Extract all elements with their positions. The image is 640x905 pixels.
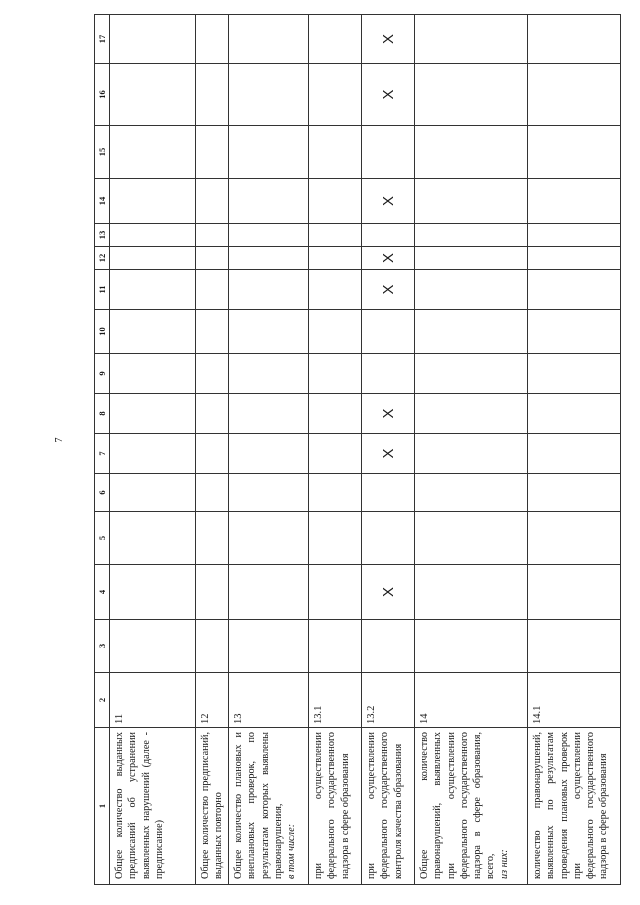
col-header-1: 1 [95,728,110,885]
cell-col-13 [229,224,309,247]
cell-col-10 [528,310,621,354]
cell-col-9 [196,354,229,394]
cell-col-6 [415,474,528,512]
cell-col-3 [362,620,415,673]
cell-col-11 [110,270,196,310]
cell-col-6 [229,474,309,512]
row-subheading: в том числе: [286,823,298,879]
cell-col-10 [362,310,415,354]
cross-mark: X [362,247,415,270]
cross-mark: X [362,15,415,64]
row-code: 13 [229,673,309,728]
cell-col-11 [528,270,621,310]
col-header-4: 4 [95,565,110,620]
cell-col-14 [110,179,196,224]
cell-col-12 [528,247,621,270]
cell-col-9 [528,354,621,394]
cell-col-16 [309,64,362,126]
row-description-text: Общее количество предписаний, выданных повторно [200,732,225,879]
cell-col-12 [110,247,196,270]
row-description-text: количество правонарушений, выявленных по результатам проведения плановых проверок при осуществлении федерального государственного надзора в сфере образования [532,732,610,879]
row-description-text: Общее количество плановых и внеплановых проверок, по результатам которых выявлены правонарушения, [233,732,284,879]
row-description-text: при осуществлении федерального государственного контроля качества образования [366,732,404,879]
table-row [229,15,309,885]
col-header-6: 6 [95,474,110,512]
cell-col-5 [229,512,309,565]
cell-col-5 [415,512,528,565]
cell-col-3 [528,620,621,673]
cell-col-14 [196,179,229,224]
cell-col-10 [196,310,229,354]
row-description [229,728,309,885]
cell-col-7 [415,434,528,474]
row-description [528,728,621,885]
col-header-11: 11 [95,270,110,310]
col-header-2: 2 [95,673,110,728]
row-code: 13.1 [309,673,362,728]
cell-col-10 [309,310,362,354]
col-header-9: 9 [95,354,110,394]
cell-col-17 [528,15,621,64]
cell-col-13 [415,224,528,247]
cell-col-16 [229,64,309,126]
cross-mark: X [362,179,415,224]
cell-col-8 [229,394,309,434]
col-header-17: 17 [95,15,110,64]
cell-col-9 [362,354,415,394]
row-description [110,728,196,885]
cell-col-10 [415,310,528,354]
table-row [528,15,621,885]
cell-col-4 [110,565,196,620]
cell-col-11 [415,270,528,310]
row-code: 12 [196,673,229,728]
col-header-3: 3 [95,620,110,673]
report-table [94,14,621,885]
row-description [415,728,528,885]
cell-col-4 [415,565,528,620]
cell-col-7 [110,434,196,474]
cell-col-6 [196,474,229,512]
header-row [95,15,110,885]
rotated-page [94,15,619,885]
cell-col-12 [229,247,309,270]
col-header-14: 14 [95,179,110,224]
cell-col-12 [309,247,362,270]
cell-col-12 [415,247,528,270]
cell-col-4 [528,565,621,620]
cell-col-7 [196,434,229,474]
cell-col-16 [528,64,621,126]
cell-col-15 [196,126,229,179]
row-code: 13.2 [362,673,415,728]
cell-col-3 [196,620,229,673]
cell-col-17 [309,15,362,64]
col-header-8: 8 [95,394,110,434]
row-code: 14.1 [528,673,621,728]
cell-col-4 [196,565,229,620]
cell-col-12 [196,247,229,270]
cell-col-16 [415,64,528,126]
cell-col-13 [362,224,415,247]
row-code: 11 [110,673,196,728]
cell-col-7 [229,434,309,474]
cell-col-6 [528,474,621,512]
cell-col-7 [309,434,362,474]
cell-col-8 [528,394,621,434]
cell-col-4 [229,565,309,620]
col-header-15: 15 [95,126,110,179]
cell-col-8 [196,394,229,434]
cell-col-3 [110,620,196,673]
cell-col-16 [110,64,196,126]
cell-col-15 [415,126,528,179]
cell-col-5 [196,512,229,565]
cell-col-5 [362,512,415,565]
cross-mark: X [362,565,415,620]
cell-col-8 [110,394,196,434]
cell-col-14 [528,179,621,224]
table-row [196,15,229,885]
cell-col-9 [415,354,528,394]
cell-col-17 [196,15,229,64]
cell-col-7 [528,434,621,474]
cell-col-11 [196,270,229,310]
cell-col-13 [110,224,196,247]
table-row [415,15,528,885]
cell-col-5 [309,512,362,565]
cell-col-3 [309,620,362,673]
row-description-text: Общее количество правонарушений, выявленных при осуществлении федерального государственного надзора в сфере образования, всего, [419,732,497,879]
cell-col-15 [362,126,415,179]
cell-col-11 [229,270,309,310]
cell-col-3 [415,620,528,673]
table-row [362,15,415,885]
cell-col-14 [415,179,528,224]
cell-col-11 [309,270,362,310]
table-row [309,15,362,885]
row-description [196,728,229,885]
cell-col-13 [309,224,362,247]
cross-mark: X [362,64,415,126]
cell-col-6 [309,474,362,512]
col-header-13: 13 [95,224,110,247]
cell-col-10 [110,310,196,354]
cell-col-14 [229,179,309,224]
cell-col-16 [196,64,229,126]
cell-col-9 [309,354,362,394]
row-description [362,728,415,885]
row-code: 14 [415,673,528,728]
col-header-10: 10 [95,310,110,354]
row-description-text: при осуществлении федерального государственного надзора в сфере образования [313,732,351,879]
cell-col-13 [528,224,621,247]
cell-col-4 [309,565,362,620]
cell-col-8 [415,394,528,434]
cell-col-5 [528,512,621,565]
cell-col-14 [309,179,362,224]
col-header-16: 16 [95,64,110,126]
cell-col-17 [110,15,196,64]
col-header-7: 7 [95,434,110,474]
cross-mark: X [362,270,415,310]
cell-col-3 [229,620,309,673]
cross-mark: X [362,434,415,474]
row-subheading: из них: [498,849,510,879]
cell-col-8 [309,394,362,434]
cell-col-15 [309,126,362,179]
col-header-5: 5 [95,512,110,565]
cell-col-9 [229,354,309,394]
cell-col-17 [229,15,309,64]
cell-col-17 [415,15,528,64]
page-number: 7 [54,437,65,443]
cell-col-5 [110,512,196,565]
row-description-text: Общее количество выданных предписаний об устранении выявленных нарушений (далее - предписание) [114,732,165,879]
cell-col-15 [528,126,621,179]
table-row [110,15,196,885]
cell-col-15 [229,126,309,179]
col-header-12: 12 [95,247,110,270]
row-description [309,728,362,885]
cell-col-13 [196,224,229,247]
cell-col-6 [110,474,196,512]
cell-col-9 [110,354,196,394]
cell-col-10 [229,310,309,354]
cell-col-15 [110,126,196,179]
cell-col-6 [362,474,415,512]
cross-mark: X [362,394,415,434]
